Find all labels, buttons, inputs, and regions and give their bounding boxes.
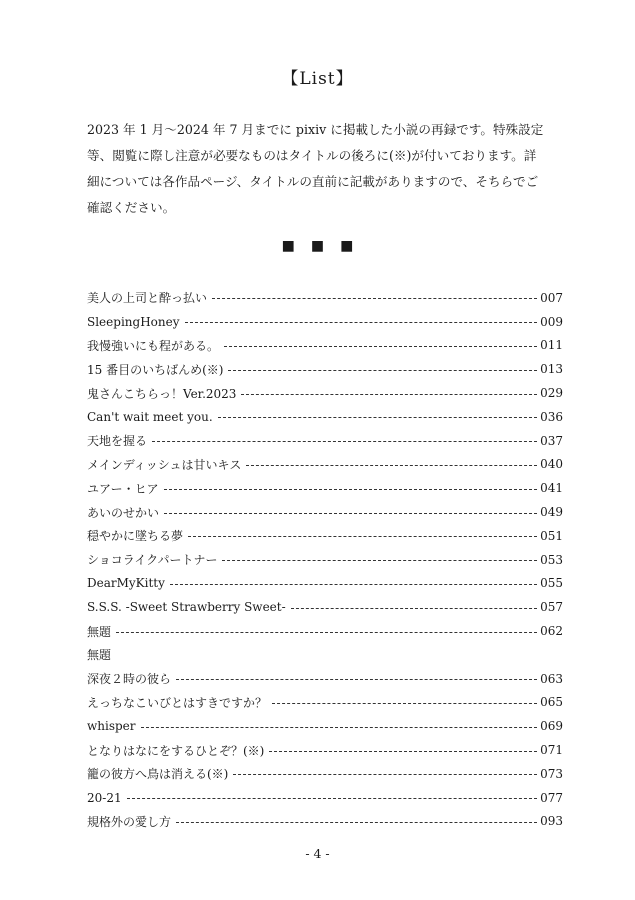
toc-dot-leader — [212, 298, 537, 299]
toc-dot-leader — [233, 774, 537, 775]
toc-entry-title: えっちなこいびとはすきですか？ — [87, 695, 268, 710]
toc-dot-leader — [291, 608, 537, 609]
toc-dot-leader — [228, 370, 537, 371]
toc-entry-page: 062 — [540, 624, 563, 639]
toc-entry-title: ショコライクパートナー — [87, 553, 218, 568]
toc-entry — [87, 381, 563, 405]
toc-entry-page: 093 — [540, 814, 563, 829]
toc-entry-title: Can't wait meet you. — [87, 409, 213, 424]
toc-entry-page: 009 — [540, 314, 563, 329]
toc-entry-title: 穏やかに墜ちる夢 — [87, 529, 184, 544]
toc-entry — [87, 524, 563, 548]
toc-dot-leader — [246, 465, 537, 466]
toc-entry-page: 007 — [540, 290, 563, 305]
toc-entry-page: 036 — [540, 409, 563, 424]
toc-dot-leader — [224, 346, 537, 347]
toc-dot-leader — [141, 727, 538, 728]
toc-entry — [87, 453, 563, 477]
toc-entry-title: 無題 — [87, 648, 112, 663]
toc-entry-title: S.S.S. -Sweet Strawberry Sweet- — [87, 600, 286, 615]
toc-entry — [87, 357, 563, 381]
toc-entry — [87, 500, 563, 524]
toc-entry — [87, 786, 563, 810]
toc-entry-page: 029 — [540, 386, 563, 401]
toc-entry — [87, 691, 563, 715]
toc-dot-leader — [222, 560, 537, 561]
toc-entry — [87, 405, 563, 429]
section-separator: ■■■ — [281, 238, 370, 254]
toc-dot-leader — [116, 632, 537, 633]
toc-entry — [87, 334, 563, 358]
toc-dot-leader — [170, 584, 537, 585]
page-title: 【List】 — [281, 69, 354, 89]
toc-dot-leader — [127, 798, 538, 799]
toc-entry-title: 規格外の愛し方 — [87, 814, 172, 829]
toc-entry — [87, 310, 563, 334]
toc-dot-leader — [188, 536, 537, 537]
toc-entry-title: 20-21 — [87, 790, 122, 805]
toc-entry — [87, 548, 563, 572]
toc-entry-page: 071 — [540, 743, 563, 758]
toc-dot-leader — [152, 441, 537, 442]
toc-entry-page: 057 — [540, 600, 563, 615]
toc-dot-leader — [164, 513, 537, 514]
toc-entry-title: DearMyKitty — [87, 576, 165, 591]
toc-entry-title: 無題 — [87, 624, 112, 639]
toc-entry-page: 037 — [540, 433, 563, 448]
toc-entry-page: 051 — [540, 528, 563, 543]
toc-entry — [87, 429, 563, 453]
toc-entry — [87, 572, 563, 596]
toc-entry-title: 15 番目のいちばんめ(※) — [87, 362, 224, 377]
toc-entry — [87, 595, 563, 619]
toc-entry-title: 美人の上司と酔っ払い — [87, 291, 208, 306]
toc-entry — [87, 810, 563, 834]
toc-entry — [87, 762, 563, 786]
table-of-contents — [87, 286, 563, 833]
toc-entry-page: 053 — [540, 552, 563, 567]
toc-dot-leader — [241, 394, 537, 395]
toc-dot-leader — [185, 322, 538, 323]
toc-entry-title: 天地を握る — [87, 434, 148, 449]
toc-entry-title: メインディッシュは甘いキス — [87, 457, 242, 472]
toc-entry-page: 040 — [540, 457, 563, 472]
toc-entry-title: となりはなにをするひとぞ？(※) — [87, 743, 265, 758]
toc-entry-title: あいのせかい — [87, 505, 160, 520]
toc-entry — [87, 714, 563, 738]
toc-entry — [87, 619, 563, 643]
toc-entry — [87, 286, 563, 310]
toc-entry-page: 055 — [540, 576, 563, 591]
toc-dot-leader — [176, 679, 537, 680]
toc-entry-title: 深夜２時の彼ら — [87, 672, 172, 687]
toc-entry-title: 鬼さんこちらっ！Ver.2023 — [87, 386, 237, 401]
toc-entry — [87, 667, 563, 691]
toc-entry-page: 065 — [540, 695, 563, 710]
toc-entry-title: 籠の彼方へ鳥は消える(※) — [87, 767, 229, 782]
toc-dot-leader — [218, 417, 537, 418]
toc-entry-title: SleepingHoney — [87, 314, 180, 329]
toc-entry-page: 041 — [540, 481, 563, 496]
toc-entry-page: 073 — [540, 766, 563, 781]
intro-paragraph — [87, 117, 549, 221]
toc-entry — [87, 643, 563, 667]
toc-entry-title: ユアー・ヒア — [87, 481, 159, 496]
toc-entry-page: 049 — [540, 505, 563, 520]
toc-entry-page: 063 — [540, 671, 563, 686]
page-number: - 4 - — [305, 846, 330, 861]
toc-entry-page: 069 — [540, 719, 563, 734]
toc-entry-page: 011 — [540, 338, 563, 353]
toc-entry — [87, 738, 563, 762]
intro-line: 2023 年 1 月～2024 年 7 月までに pixiv に掲載した小説の再録です。特殊設定 — [87, 122, 544, 137]
toc-dot-leader — [272, 703, 537, 704]
toc-dot-leader — [176, 822, 537, 823]
toc-entry — [87, 476, 563, 500]
intro-line: 等、閲覧に際し注意が必要なものはタイトルの後ろに(※)が付いております。詳 — [87, 148, 537, 163]
toc-entry-page: 077 — [540, 790, 563, 805]
toc-entry-title: 我慢強いにも程がある。 — [87, 338, 220, 353]
toc-dot-leader — [164, 489, 537, 490]
toc-dot-leader — [269, 751, 537, 752]
intro-line: 細については各作品ページ、タイトルの直前に記載がありますので、そちらでご — [87, 174, 539, 189]
toc-entry-title: whisper — [87, 719, 136, 734]
toc-entry-page: 013 — [540, 362, 563, 377]
intro-line: 確認ください。 — [87, 200, 176, 215]
